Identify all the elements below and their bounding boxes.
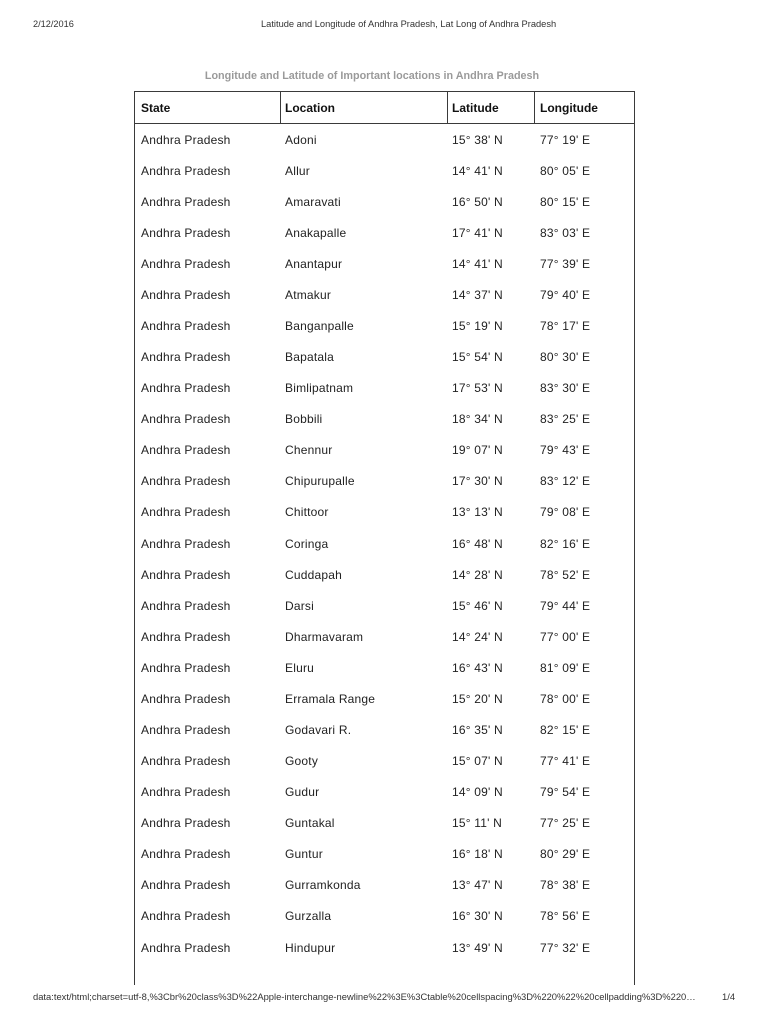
cell-location: Banganpalle [285, 319, 354, 333]
cell-latitude: 15° 46' N [452, 598, 503, 613]
table-row [135, 466, 634, 497]
cell-state: Andhra Pradesh [141, 723, 231, 738]
table-row [135, 839, 634, 870]
cell-latitude: 14° 41' N [452, 256, 503, 271]
table-row [135, 186, 634, 217]
cell-state: Andhra Pradesh [141, 443, 231, 458]
table-row [135, 870, 634, 901]
cell-location: Chennur [285, 443, 333, 458]
table-row [135, 124, 634, 155]
table-row [135, 777, 634, 808]
cell-longitude: 81° 09' E [540, 660, 591, 675]
cell-longitude: 78° 38' E [540, 878, 591, 893]
cell-state: Andhra Pradesh [141, 567, 231, 582]
cell-state: Andhra Pradesh [141, 598, 231, 613]
cell-location: Godavari R. [285, 723, 352, 738]
cell-state: Andhra Pradesh [141, 132, 231, 147]
cell-latitude: 13° 47' N [452, 878, 503, 893]
cell-latitude: 18° 34' N [452, 412, 503, 427]
cell-location: Eluru [285, 660, 315, 675]
cell-location: Anantapur [285, 256, 343, 271]
footer-source-url: data:text/html;charset=utf-8,%3Cbr%20class%3D%22Apple-interchange-newline%22%3E%3Ctable%20cellspacing%3D%220%22%20cellpadding%3D%220… [33, 991, 696, 1002]
cell-location: Bapatala [285, 350, 334, 365]
cell-latitude: 19° 07' N [452, 443, 503, 458]
cell-longitude: 77° 25' E [540, 816, 591, 831]
cell-location: Darsi [285, 598, 315, 613]
cell-state: Andhra Pradesh [141, 319, 231, 333]
cell-state: Andhra Pradesh [141, 225, 231, 240]
cell-longitude: 83° 03' E [540, 225, 591, 240]
cell-location: Erramala Range [285, 691, 376, 706]
cell-longitude: 77° 19' E [540, 132, 591, 147]
cell-latitude: 14° 24' N [452, 629, 503, 644]
cell-state: Andhra Pradesh [141, 660, 231, 675]
table-row [135, 404, 634, 435]
table-row [135, 901, 634, 932]
cell-location: Bimlipatnam [285, 381, 354, 396]
page-number: 1/4 [722, 991, 736, 1002]
cell-location: Guntur [285, 847, 323, 862]
cell-longitude: 77° 00' E [540, 629, 591, 644]
column-header-longitude: Longitude [534, 92, 634, 123]
cell-state: Andhra Pradesh [141, 940, 231, 955]
cell-location: Gurramkonda [285, 878, 361, 893]
cell-state: Andhra Pradesh [141, 350, 231, 365]
cell-location: Gudur [285, 785, 320, 800]
cell-latitude: 13° 49' N [452, 940, 503, 955]
table-row [135, 683, 634, 714]
table-row [135, 590, 634, 621]
cell-latitude: 13° 13' N [452, 505, 503, 520]
cell-location: Hindupur [285, 940, 336, 955]
cell-latitude: 15° 54' N [452, 350, 503, 365]
table-header-row [135, 91, 634, 124]
table-caption: Longitude and Latitude of Important locations in Andhra Pradesh [204, 70, 540, 82]
cell-state: Andhra Pradesh [141, 754, 231, 769]
cell-longitude: 82° 16' E [540, 536, 591, 551]
table-row [135, 435, 634, 466]
cell-location: Allur [285, 163, 311, 178]
cell-latitude: 14° 41' N [452, 163, 503, 178]
table-row [135, 714, 634, 745]
cell-state: Andhra Pradesh [141, 847, 231, 862]
cell-longitude: 77° 41' E [540, 754, 591, 769]
table-row [135, 559, 634, 590]
cell-state: Andhra Pradesh [141, 256, 231, 271]
cell-state: Andhra Pradesh [141, 878, 231, 893]
column-header-location: Location [280, 92, 447, 123]
cell-latitude: 15° 11' N [452, 816, 503, 831]
cell-latitude: 16° 35' N [452, 723, 503, 738]
table-body [135, 124, 634, 963]
coordinates-table [134, 91, 635, 985]
table-row [135, 497, 634, 528]
print-date: 2/12/2016 [33, 19, 74, 29]
cell-latitude: 17° 53' N [452, 381, 503, 396]
cell-latitude: 15° 20' N [452, 691, 503, 706]
cell-location: Amaravati [285, 194, 341, 209]
table-row [135, 248, 634, 279]
cell-state: Andhra Pradesh [141, 412, 231, 427]
cell-latitude: 14° 37' N [452, 287, 503, 302]
cell-state: Andhra Pradesh [141, 691, 231, 706]
cell-state: Andhra Pradesh [141, 505, 231, 520]
cell-longitude: 79° 44' E [540, 598, 591, 613]
cell-location: Bobbili [285, 412, 323, 427]
cell-state: Andhra Pradesh [141, 381, 231, 396]
cell-location: Coringa [285, 536, 329, 551]
cell-location: Anakapalle [285, 225, 347, 240]
cell-longitude: 80° 15' E [540, 194, 591, 209]
cell-longitude: 78° 56' E [540, 909, 591, 924]
page-title: Latitude and Longitude of Andhra Pradesh, Lat Long of Andhra Pradesh [261, 19, 557, 29]
cell-latitude: 14° 09' N [452, 785, 503, 800]
cell-location: Chittoor [285, 505, 329, 520]
cell-state: Andhra Pradesh [141, 163, 231, 178]
cell-location: Adoni [285, 132, 317, 147]
cell-latitude: 16° 50' N [452, 194, 503, 209]
table-row [135, 932, 634, 963]
table-row [135, 217, 634, 248]
cell-latitude: 15° 07' N [452, 754, 503, 769]
cell-longitude: 77° 32' E [540, 940, 591, 955]
cell-longitude: 77° 39' E [540, 256, 591, 271]
cell-latitude: 14° 28' N [452, 567, 503, 582]
cell-latitude: 16° 43' N [452, 660, 503, 675]
table-row [135, 155, 634, 186]
table-row [135, 652, 634, 683]
cell-location: Gurzalla [285, 909, 332, 924]
cell-longitude: 83° 25' E [540, 412, 591, 427]
cell-longitude: 79° 43' E [540, 443, 591, 458]
cell-state: Andhra Pradesh [141, 785, 231, 800]
cell-location: Atmakur [285, 287, 332, 302]
cell-longitude: 78° 00' E [540, 691, 591, 706]
cell-longitude: 83° 12' E [540, 474, 591, 489]
cell-state: Andhra Pradesh [141, 474, 231, 489]
cell-state: Andhra Pradesh [141, 194, 231, 209]
cell-state: Andhra Pradesh [141, 816, 231, 831]
table-row [135, 528, 634, 559]
column-header-state: State [141, 100, 171, 115]
cell-latitude: 16° 30' N [452, 909, 503, 924]
table-row [135, 621, 634, 652]
cell-longitude: 83° 30' E [540, 381, 591, 396]
cell-longitude: 79° 54' E [540, 785, 591, 800]
cell-longitude: 78° 17' E [540, 319, 591, 333]
cell-longitude: 80° 30' E [540, 350, 591, 365]
cell-location: Guntakal [285, 816, 335, 831]
cell-latitude: 16° 18' N [452, 847, 503, 862]
cell-longitude: 78° 52' E [540, 567, 591, 582]
cell-longitude: 79° 40' E [540, 287, 591, 302]
cell-latitude: 15° 19' N [452, 319, 503, 333]
cell-state: Andhra Pradesh [141, 287, 231, 302]
cell-location: Chipurupalle [285, 474, 355, 489]
table-row [135, 746, 634, 777]
cell-latitude: 17° 41' N [452, 225, 503, 240]
cell-location: Gooty [285, 754, 319, 769]
table-row [135, 808, 634, 839]
cell-latitude: 15° 38' N [452, 132, 503, 147]
cell-latitude: 17° 30' N [452, 474, 503, 489]
cell-location: Dharmavaram [285, 629, 364, 644]
cell-state: Andhra Pradesh [141, 909, 231, 924]
table-row [135, 310, 634, 341]
cell-longitude: 80° 29' E [540, 847, 591, 862]
cell-longitude: 79° 08' E [540, 505, 591, 520]
cell-state: Andhra Pradesh [141, 536, 231, 551]
cell-longitude: 80° 05' E [540, 163, 591, 178]
column-header-latitude: Latitude [447, 92, 534, 123]
cell-longitude: 82° 15' E [540, 723, 591, 738]
cell-state: Andhra Pradesh [141, 629, 231, 644]
cell-location: Cuddapah [285, 567, 342, 582]
table-row [135, 342, 634, 373]
table-row [135, 279, 634, 310]
table-row [135, 373, 634, 404]
cell-latitude: 16° 48' N [452, 536, 503, 551]
